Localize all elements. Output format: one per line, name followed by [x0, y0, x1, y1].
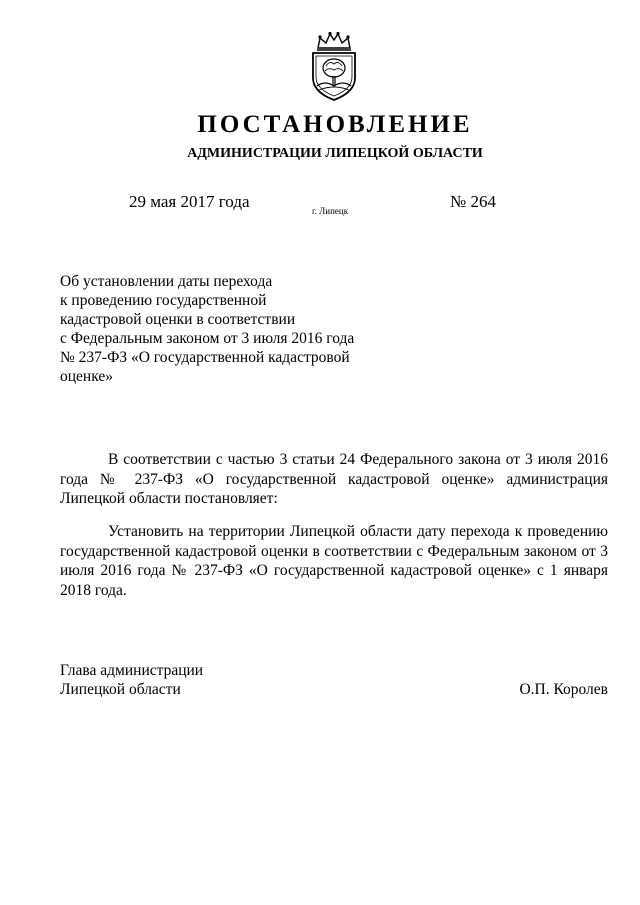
coat-of-arms-icon — [304, 30, 364, 102]
document-city: г. Липецк — [312, 206, 349, 216]
document-type-title: ПОСТАНОВЛЕНИЕ — [197, 111, 473, 138]
document-date: 29 мая 2017 года — [129, 192, 250, 211]
signatory-title-line: Липецкой области — [60, 681, 181, 698]
body-paragraph-preamble: В соответствии с частью 3 статьи 24 Федерального закона от 3 июля 2016 года № 237-ФЗ «О государственной кадастровой оценке» администрация Липецкой области постановляет: — [60, 451, 608, 507]
subject-line: оценке» — [60, 368, 113, 385]
signatory-title — [60, 661, 203, 699]
issuer-name: АДМИНИСТРАЦИИ ЛИПЕЦКОЙ ОБЛАСТИ — [187, 146, 483, 161]
document-subject — [60, 272, 380, 386]
subject-line: с Федеральным законом от 3 июля 2016 года — [60, 330, 355, 347]
subject-line: кадастровой оценки в соответствии — [60, 311, 296, 328]
subject-line: Об установлении даты перехода — [60, 273, 273, 290]
body-paragraph-resolution: Установить на территории Липецкой области дату перехода к проведению государственной кадастровой оценки в соответствии с Федеральным законом от 3 июля 2016 года № 237-ФЗ «О государственной кадастровой оценке» с 1 января 2018 года. — [60, 523, 608, 599]
subject-line: к проведению государственной — [60, 292, 267, 309]
signatory-name: О.П. Королев — [519, 681, 608, 698]
document-number: № 264 — [450, 192, 496, 211]
signatory-title-line: Глава администрации — [60, 662, 204, 679]
subject-line: № 237-ФЗ «О государственной кадастровой — [60, 349, 350, 366]
